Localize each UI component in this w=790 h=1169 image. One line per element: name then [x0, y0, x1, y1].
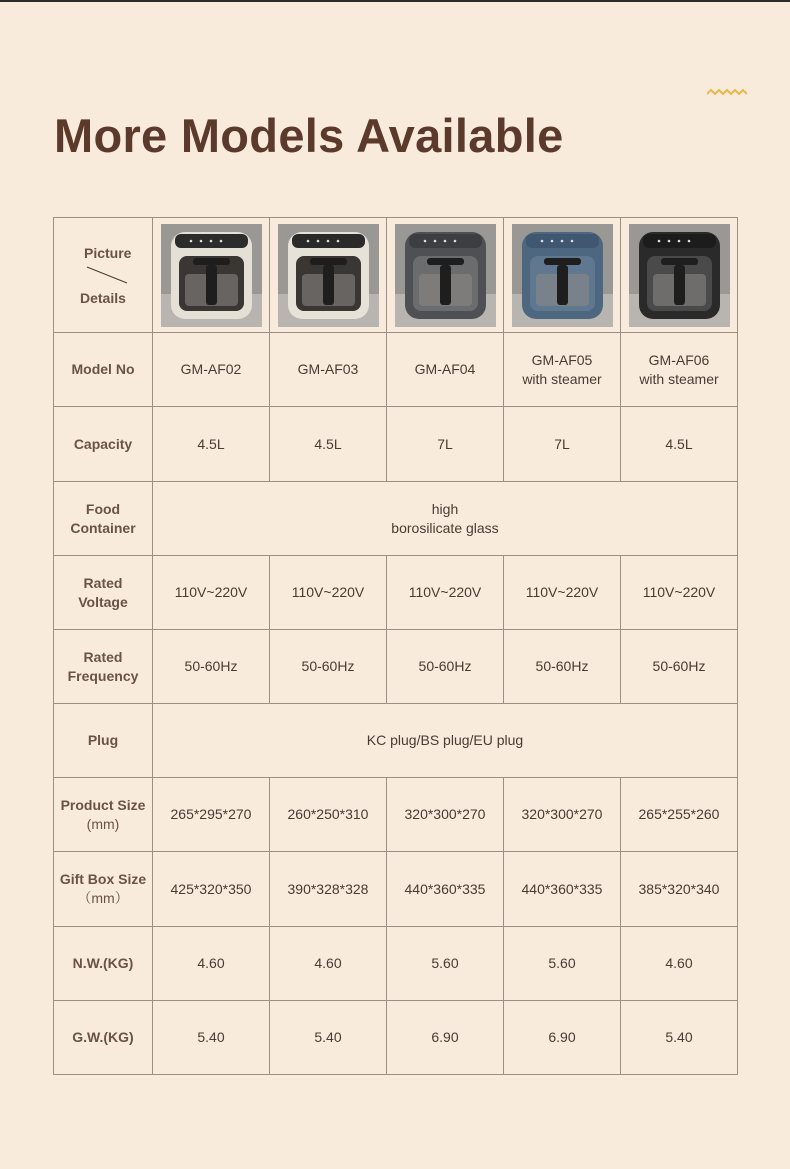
- specs-table: [53, 217, 738, 1075]
- spec-value-line: 5.40: [665, 1029, 693, 1045]
- spec-value: [387, 630, 504, 704]
- spec-value-line: GM-AF02: [180, 361, 242, 377]
- spec-value-line: 50-60Hz: [184, 658, 238, 674]
- spec-value-line: 110V~220V: [291, 584, 365, 600]
- spec-value: [270, 852, 387, 927]
- spec-merged-value: [153, 482, 738, 556]
- corner-picture-label: Picture: [84, 245, 132, 261]
- spec-value-line: GM-AF05: [531, 351, 593, 368]
- spec-value: [153, 778, 270, 852]
- spec-row: [54, 482, 738, 556]
- spec-value-line: 7L: [437, 435, 453, 452]
- spec-value: [270, 407, 387, 482]
- air-fryer-cream-image: [278, 224, 379, 327]
- spec-value: [270, 778, 387, 852]
- spec-value: [621, 927, 738, 1001]
- spec-label-line: Container: [70, 519, 136, 536]
- spec-row-label: [54, 778, 153, 852]
- spec-value-line: 50-60Hz: [535, 658, 589, 674]
- spec-label-line: Frequency: [67, 667, 139, 684]
- air-fryer-dark-gray-image: [395, 224, 496, 327]
- spec-value: [153, 556, 270, 630]
- spec-value-line: 50-60Hz: [301, 658, 355, 674]
- spec-value: [153, 333, 270, 407]
- spec-value: [504, 927, 621, 1001]
- spec-row: [54, 407, 738, 482]
- spec-label-line: Rated: [83, 574, 123, 591]
- spec-value-line: 4.60: [197, 955, 225, 971]
- air-fryer-white-image: [161, 224, 262, 327]
- product-picture-cell: [621, 218, 738, 333]
- spec-value-line: 320*300*270: [404, 806, 486, 822]
- spec-value: [621, 407, 738, 482]
- spec-row-label: [54, 927, 153, 1001]
- spec-value: [153, 630, 270, 704]
- spec-row: [54, 333, 738, 407]
- spec-value: [387, 407, 504, 482]
- spec-row-label: [54, 630, 153, 704]
- spec-row-label: [54, 482, 153, 556]
- spec-value: [504, 556, 621, 630]
- spec-value: [387, 778, 504, 852]
- spec-value-line: 4.60: [665, 955, 693, 971]
- spec-value-line: GM-AF06: [648, 351, 710, 368]
- spec-value: [621, 778, 738, 852]
- spec-value: [153, 407, 270, 482]
- spec-value-line: 110V~220V: [174, 584, 248, 600]
- spec-value-line: 265*255*260: [638, 806, 720, 822]
- spec-value: [270, 333, 387, 407]
- spec-value-line: 110V~220V: [408, 584, 482, 600]
- spec-value-line: 7L: [554, 435, 570, 452]
- spec-value-line: 385*320*340: [638, 880, 720, 897]
- spec-merged-value: [153, 704, 738, 778]
- spec-value-line: 4.5L: [314, 435, 342, 452]
- spec-label-line: N.W.(KG): [72, 955, 134, 971]
- spec-row: [54, 704, 738, 778]
- picture-row: [54, 218, 738, 333]
- spec-label-line: （mm）: [77, 890, 129, 906]
- spec-row: [54, 927, 738, 1001]
- air-fryer-blue-image: [512, 224, 613, 327]
- spec-value-line: 50-60Hz: [652, 658, 706, 674]
- spec-value-line: 265*295*270: [170, 806, 252, 822]
- product-picture-cell: [153, 218, 270, 333]
- spec-value: [270, 927, 387, 1001]
- top-border-line: [0, 0, 790, 2]
- spec-value-line: 5.40: [314, 1029, 342, 1045]
- spec-value-line: borosilicate glass: [391, 519, 499, 536]
- spec-value-line: 6.90: [548, 1029, 576, 1045]
- spec-label-line: Gift Box Size: [59, 871, 147, 887]
- spec-value-line: 6.90: [431, 1029, 459, 1045]
- spec-value-line: with steamer: [522, 370, 602, 387]
- spec-value: [153, 927, 270, 1001]
- product-picture-cell: [387, 218, 504, 333]
- spec-value: [387, 852, 504, 927]
- spec-value: [504, 1001, 621, 1075]
- spec-value: [621, 852, 738, 927]
- spec-value-line: 4.5L: [665, 435, 693, 452]
- spec-value: [153, 852, 270, 927]
- spec-value: [504, 778, 621, 852]
- spec-value: [153, 1001, 270, 1075]
- spec-row-label: [54, 1001, 153, 1075]
- spec-row: [54, 1001, 738, 1075]
- air-fryer-black-image: [629, 224, 730, 327]
- spec-value: [504, 407, 621, 482]
- spec-value-line: 260*250*310: [287, 806, 369, 822]
- spec-value: [270, 630, 387, 704]
- spec-label-line: Rated: [83, 648, 123, 665]
- spec-label-line: Product Size: [60, 796, 146, 813]
- spec-row-label: [54, 852, 153, 927]
- spec-row-label: [54, 704, 153, 778]
- spec-value: [270, 556, 387, 630]
- corner-cell: [54, 218, 153, 333]
- page-title: More Models Available: [54, 109, 564, 162]
- corner-details-label: Details: [80, 290, 126, 306]
- spec-row: [54, 778, 738, 852]
- spec-value-line: 425*320*350: [170, 880, 252, 897]
- spec-row: [54, 852, 738, 927]
- spec-value-line: KC plug/BS plug/EU plug: [366, 732, 524, 748]
- spec-value-line: 110V~220V: [642, 584, 716, 600]
- spec-value-line: GM-AF03: [297, 361, 359, 377]
- spec-row: [54, 630, 738, 704]
- spec-value-line: 110V~220V: [525, 584, 599, 600]
- spec-value-line: 4.60: [314, 955, 342, 971]
- spec-value-line: with steamer: [639, 370, 719, 387]
- product-picture-cell: [270, 218, 387, 333]
- spec-value: [621, 630, 738, 704]
- spec-label-line: Food: [85, 500, 121, 517]
- spec-value-line: GM-AF04: [414, 361, 476, 377]
- spec-value-line: 440*360*335: [521, 880, 603, 897]
- spec-value: [270, 1001, 387, 1075]
- spec-label-line: (mm): [86, 815, 120, 832]
- spec-label-line: Capacity: [73, 435, 133, 452]
- spec-value: [621, 556, 738, 630]
- spec-row-label: [54, 556, 153, 630]
- zigzag-decoration-icon: [707, 88, 747, 96]
- spec-value: [387, 1001, 504, 1075]
- spec-value-line: 5.60: [548, 955, 576, 971]
- spec-value: [621, 1001, 738, 1075]
- spec-value: [387, 556, 504, 630]
- spec-row-label: [54, 333, 153, 407]
- spec-value-line: 5.40: [197, 1029, 225, 1045]
- spec-row-label: [54, 407, 153, 482]
- spec-label-line: Plug: [87, 732, 119, 748]
- spec-value: [504, 333, 621, 407]
- spec-value-line: 390*328*328: [287, 880, 369, 897]
- spec-value: [387, 333, 504, 407]
- corner-diagonal-line: [84, 266, 128, 284]
- spec-label-line: Voltage: [78, 593, 128, 610]
- spec-value-line: 320*300*270: [521, 806, 603, 822]
- spec-value-line: 5.60: [431, 955, 459, 971]
- spec-label-line: Model No: [71, 361, 135, 377]
- spec-value-line: 440*360*335: [404, 880, 486, 897]
- spec-label-line: G.W.(KG): [72, 1029, 134, 1045]
- spec-value-line: high: [431, 500, 459, 517]
- spec-value: [387, 927, 504, 1001]
- spec-value: [504, 852, 621, 927]
- spec-value-line: 50-60Hz: [418, 658, 472, 674]
- spec-row: [54, 556, 738, 630]
- spec-value-line: 4.5L: [197, 435, 225, 452]
- product-picture-cell: [504, 218, 621, 333]
- spec-value: [621, 333, 738, 407]
- spec-value: [504, 630, 621, 704]
